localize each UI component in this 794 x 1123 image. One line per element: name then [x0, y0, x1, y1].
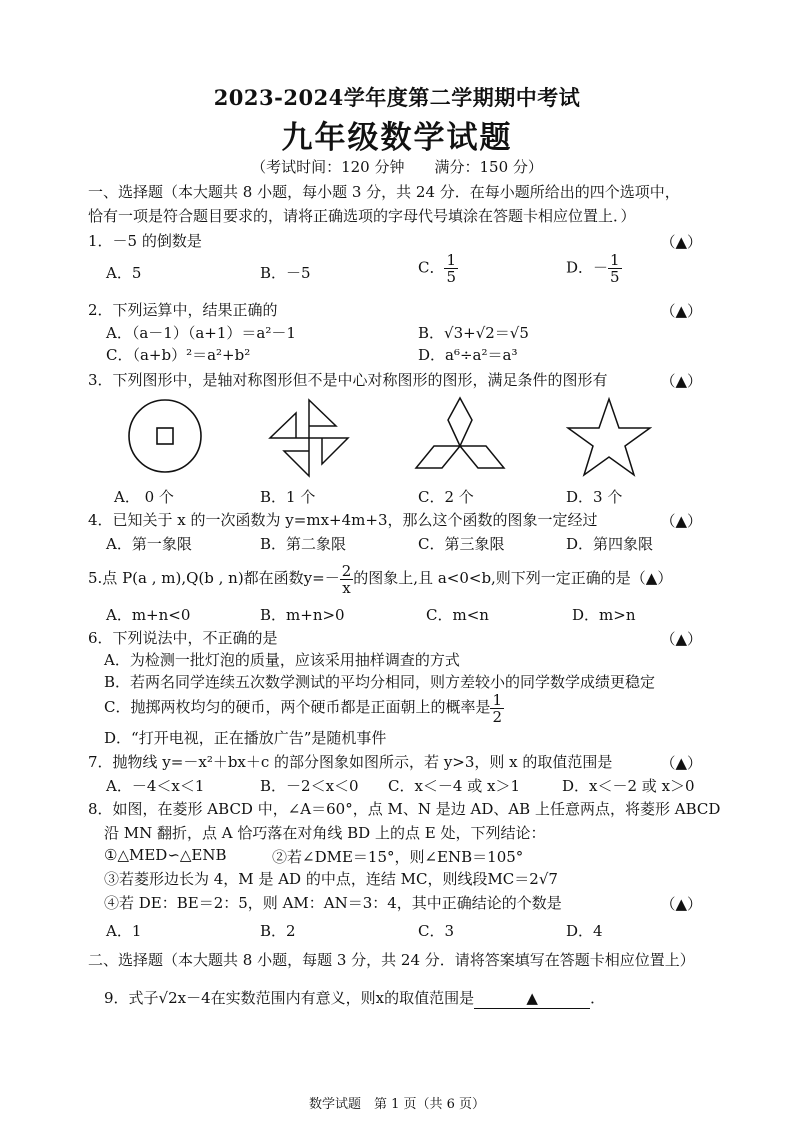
q7-stem: 7．抛物线 y=－x²＋bx＋c 的部分图象如图所示，若 y>3，则 x 的取值范围是	[88, 753, 613, 771]
q8-option-d: D．4	[566, 922, 603, 940]
section1-instructions-2: 恰有一项是符合题目要求的，请将正确选项的字母代号填涂在答题卡相应位置上．）	[88, 207, 636, 225]
q7-option-a: A．－4＜x＜1	[106, 777, 205, 795]
q2-stem: 2．下列运算中，结果正确的	[88, 301, 278, 319]
q8-conclusion-1: ①△MED∽△ENB	[104, 846, 227, 864]
q1-option-a: A．5	[106, 264, 142, 282]
q9-stem: 9．式子√2x－4在实数范围内有意义，则x的取值范围是 ▲ ．	[104, 989, 606, 1007]
q7-option-d: D．x＜－2 或 x＞0	[562, 777, 695, 795]
q8-line-2: 沿 MN 翻折，点 A 恰巧落在对角线 BD 上的点 E 处，下列结论：	[104, 824, 546, 842]
q8-mark: （▲）	[660, 895, 702, 913]
q5-option-a: A．m+n<0	[106, 606, 191, 624]
q8-conclusion-2: ②若∠DME＝15°，则∠ENB＝105°	[272, 848, 524, 866]
q3-option-c: C．2 个	[418, 488, 474, 506]
q1-c-fraction: $\frac{1}{5}$	[446, 251, 457, 286]
q6-option-b: B．若两名同学连续五次数学测试的平均分相同，则方差较小的同学数学成绩更稳定	[104, 673, 656, 691]
q6-stem: 6．下列说法中，不正确的是	[88, 629, 278, 647]
q6-option-a: A．为检测一批灯泡的质量，应该采用抽样调查的方式	[104, 651, 460, 669]
q6-mark: （▲）	[660, 630, 702, 648]
q4-stem: 4．已知关于 x 的一次函数为 y=mx+4m+3，那么这个函数的图象一定经过	[88, 511, 598, 529]
q2-mark: （▲）	[660, 302, 702, 320]
q7-option-b: B．－2＜x＜0	[260, 777, 359, 795]
q3-option-d: D．3 个	[566, 488, 623, 506]
q4-option-a: A．第一象限	[106, 535, 192, 553]
page-footer: 数学试题 第 1 页（共 6 页）	[308, 1097, 486, 1112]
section2-instructions: 二、选择题（本大题共 8 小题，每题 3 分，共 24 分．请将答案填写在答题卡相应位置上）	[88, 951, 695, 969]
q2-option-d: D．a⁶÷a²＝a³	[418, 346, 518, 364]
q4-option-c: C．第三象限	[418, 535, 505, 553]
exam-info: （考试时间：120 分钟 满分：150 分）	[251, 158, 543, 176]
q8-option-c: C．3	[418, 922, 455, 940]
q6-fraction: $\frac{1}{2}$	[492, 690, 503, 726]
q8-conclusion-3: ③若菱形边长为 4，M 是 AD 的中点，连结 MC，则线段MC＝2√7	[104, 870, 558, 888]
q5-option-d: D．m>n	[572, 606, 636, 624]
q1-mark: （▲）	[660, 233, 702, 251]
q4-option-b: B．第二象限	[260, 535, 347, 553]
q3-option-a: A． 0 个	[114, 488, 174, 506]
q6-option-c: C．抛掷两枚均匀的硬币，两个硬币都是正面朝上的概率是 $\frac{1}{2}$	[104, 690, 503, 726]
q7-option-c: C．x＜－4 或 x＞1	[388, 777, 521, 795]
q4-option-d: D．第四象限	[566, 535, 654, 553]
q5-stem: 5.点 P(a , m),Q(b , n)都在函数y=－ $\frac{2}{x}$ 的图象上,且 a<0<b,则下列一定正确的是（▲）	[88, 561, 673, 597]
q8-line-1: 8．如图，在菱形 ABCD 中，∠A＝60°，点 M、N 是边 AD、AB 上任意两点，将菱形 ABCD	[88, 800, 721, 818]
q1-option-c: C． $\frac{1}{5}$	[418, 251, 457, 286]
q3-stem: 3．下列图形中，是轴对称图形但不是中心对称图形的图形，满足条件的图形有	[88, 371, 608, 389]
three-diamond-figure	[412, 396, 508, 480]
q8-conclusion-4: ④若 DE：BE＝2：5，则 AM：AN＝3：4，其中正确结论的个数是	[104, 894, 562, 912]
q6-option-d: D．“打开电视，正在播放广告”是随机事件	[104, 729, 387, 747]
q5-option-c: C．m<n	[426, 606, 489, 624]
q8-option-b: B．2	[260, 922, 296, 940]
q1-d-fraction: $\frac{1}{5}$	[610, 251, 620, 286]
star-figure	[566, 396, 652, 478]
q1-option-d: D．－ $\frac{1}{5}$	[566, 251, 620, 286]
q1-stem: 1．－5 的倒数是	[88, 232, 202, 250]
q3-option-b: B．1 个	[260, 488, 316, 506]
pinwheel-figure	[264, 396, 354, 480]
q2-option-c: C．（a+b）²＝a²+b²	[106, 346, 251, 364]
q7-mark: （▲）	[660, 754, 702, 772]
section1-instructions-1: 一、选择题（本大题共 8 小题，每小题 3 分，共 24 分．在每小题所给出的四个选项中，	[88, 183, 680, 201]
q5-fraction: $\frac{2}{x}$	[341, 561, 352, 597]
q5-option-b: B．m+n>0	[260, 606, 345, 624]
coin-figure	[125, 396, 205, 476]
exam-subtitle: 九年级数学试题	[281, 120, 513, 156]
q3-mark: （▲）	[660, 372, 702, 390]
q9-answer-blank[interactable]: ▲	[474, 988, 590, 1009]
q2-option-b: B．√3+√2＝√5	[418, 324, 529, 342]
q2-option-a: A．（a－1）（a+1）＝a²－1	[106, 324, 296, 342]
q1-option-b: B．－5	[260, 264, 311, 282]
q4-mark: （▲）	[660, 512, 702, 530]
q8-option-a: A．1	[106, 922, 142, 940]
exam-title: 2023-2024学年度第二学期期中考试	[213, 85, 581, 110]
